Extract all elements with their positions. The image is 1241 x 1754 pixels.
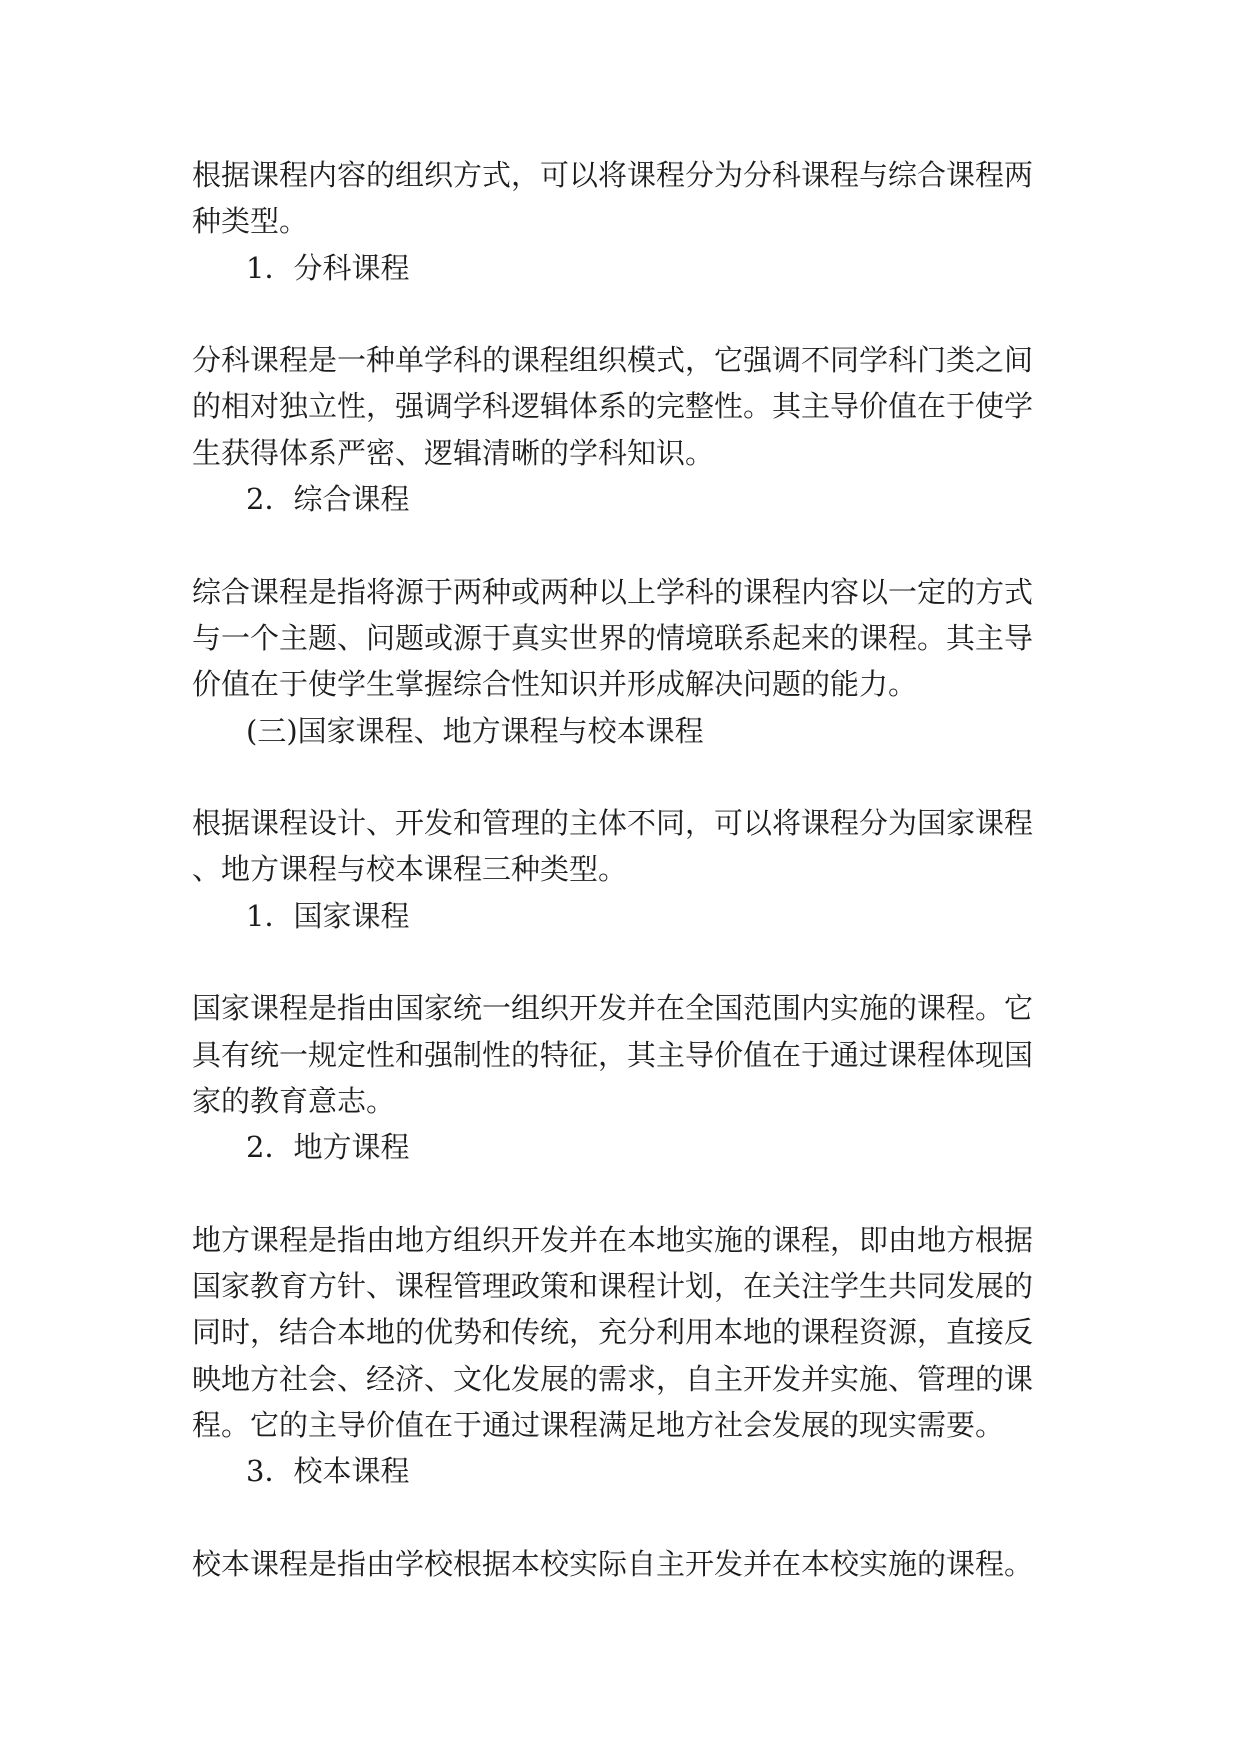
paragraph-line: 综合课程是指将源于两种或两种以上学科的课程内容以一定的方式 (192, 574, 1034, 609)
heading-school-based-courses: 3．校本课程 (246, 1454, 410, 1489)
heading-integrated-courses: 2．综合课程 (246, 482, 410, 517)
paragraph-line: 同时，结合本地的优势和传统，充分利用本地的课程资源，直接反 (192, 1315, 1034, 1350)
paragraph-line: 价值在于使学生掌握综合性知识并形成解决问题的能力。 (192, 667, 918, 702)
paragraph-line: 映地方社会、经济、文化发展的需求，自主开发并实施、管理的课 (192, 1361, 1034, 1396)
paragraph-line: 具有统一规定性和强制性的特征，其主导价值在于通过课程体现国 (192, 1037, 1034, 1072)
paragraph-line: 地方课程是指由地方组织开发并在本地实施的课程，即由地方根据 (192, 1222, 1034, 1257)
paragraph-line: 国家课程是指由国家统一组织开发并在全国范围内实施的课程。它 (192, 991, 1034, 1026)
paragraph-school-based-courses (192, 1541, 1092, 1587)
paragraph-national-courses (192, 985, 1092, 1124)
heading-local-courses: 2．地方课程 (246, 1130, 410, 1165)
paragraph-line: 根据课程设计、开发和管理的主体不同，可以将课程分为国家课程 (192, 806, 1034, 841)
paragraph-line: 的相对独立性，强调学科逻辑体系的完整性。其主导价值在于使学 (192, 389, 1034, 424)
heading-subject-courses: 1．分科课程 (246, 250, 410, 285)
paragraph-management-types-intro (192, 800, 1092, 893)
paragraph-local-courses (192, 1217, 1092, 1448)
paragraph-line: 生获得体系严密、逻辑清晰的学科知识。 (192, 435, 715, 470)
paragraph-line: 校本课程是指由学校根据本校实际自主开发并在本校实施的课程。 (192, 1546, 1034, 1581)
heading-section-three: (三)国家课程、地方课程与校本课程 (246, 713, 704, 748)
paragraph-integrated-courses (192, 569, 1092, 708)
paragraph-line: 、地方课程与校本课程三种类型。 (192, 852, 628, 887)
document-page (192, 152, 1092, 1587)
paragraph-line: 分科课程是一种单学科的课程组织模式，它强调不同学科门类之间 (192, 343, 1034, 378)
paragraph-subject-courses (192, 337, 1092, 476)
paragraph-line: 程。它的主导价值在于通过课程满足地方社会发展的现实需要。 (192, 1408, 1005, 1443)
paragraph-line: 家的教育意志。 (192, 1083, 396, 1118)
paragraph-line: 种类型。 (192, 204, 309, 239)
heading-national-courses: 1．国家课程 (246, 898, 410, 933)
paragraph-line: 与一个主题、问题或源于真实世界的情境联系起来的课程。其主导 (192, 620, 1034, 655)
paragraph-line: 根据课程内容的组织方式，可以将课程分为分科课程与综合课程两 (192, 158, 1034, 192)
paragraph-course-types-intro (192, 152, 1092, 245)
paragraph-line: 国家教育方针、课程管理政策和课程计划，在关注学生共同发展的 (192, 1269, 1034, 1304)
